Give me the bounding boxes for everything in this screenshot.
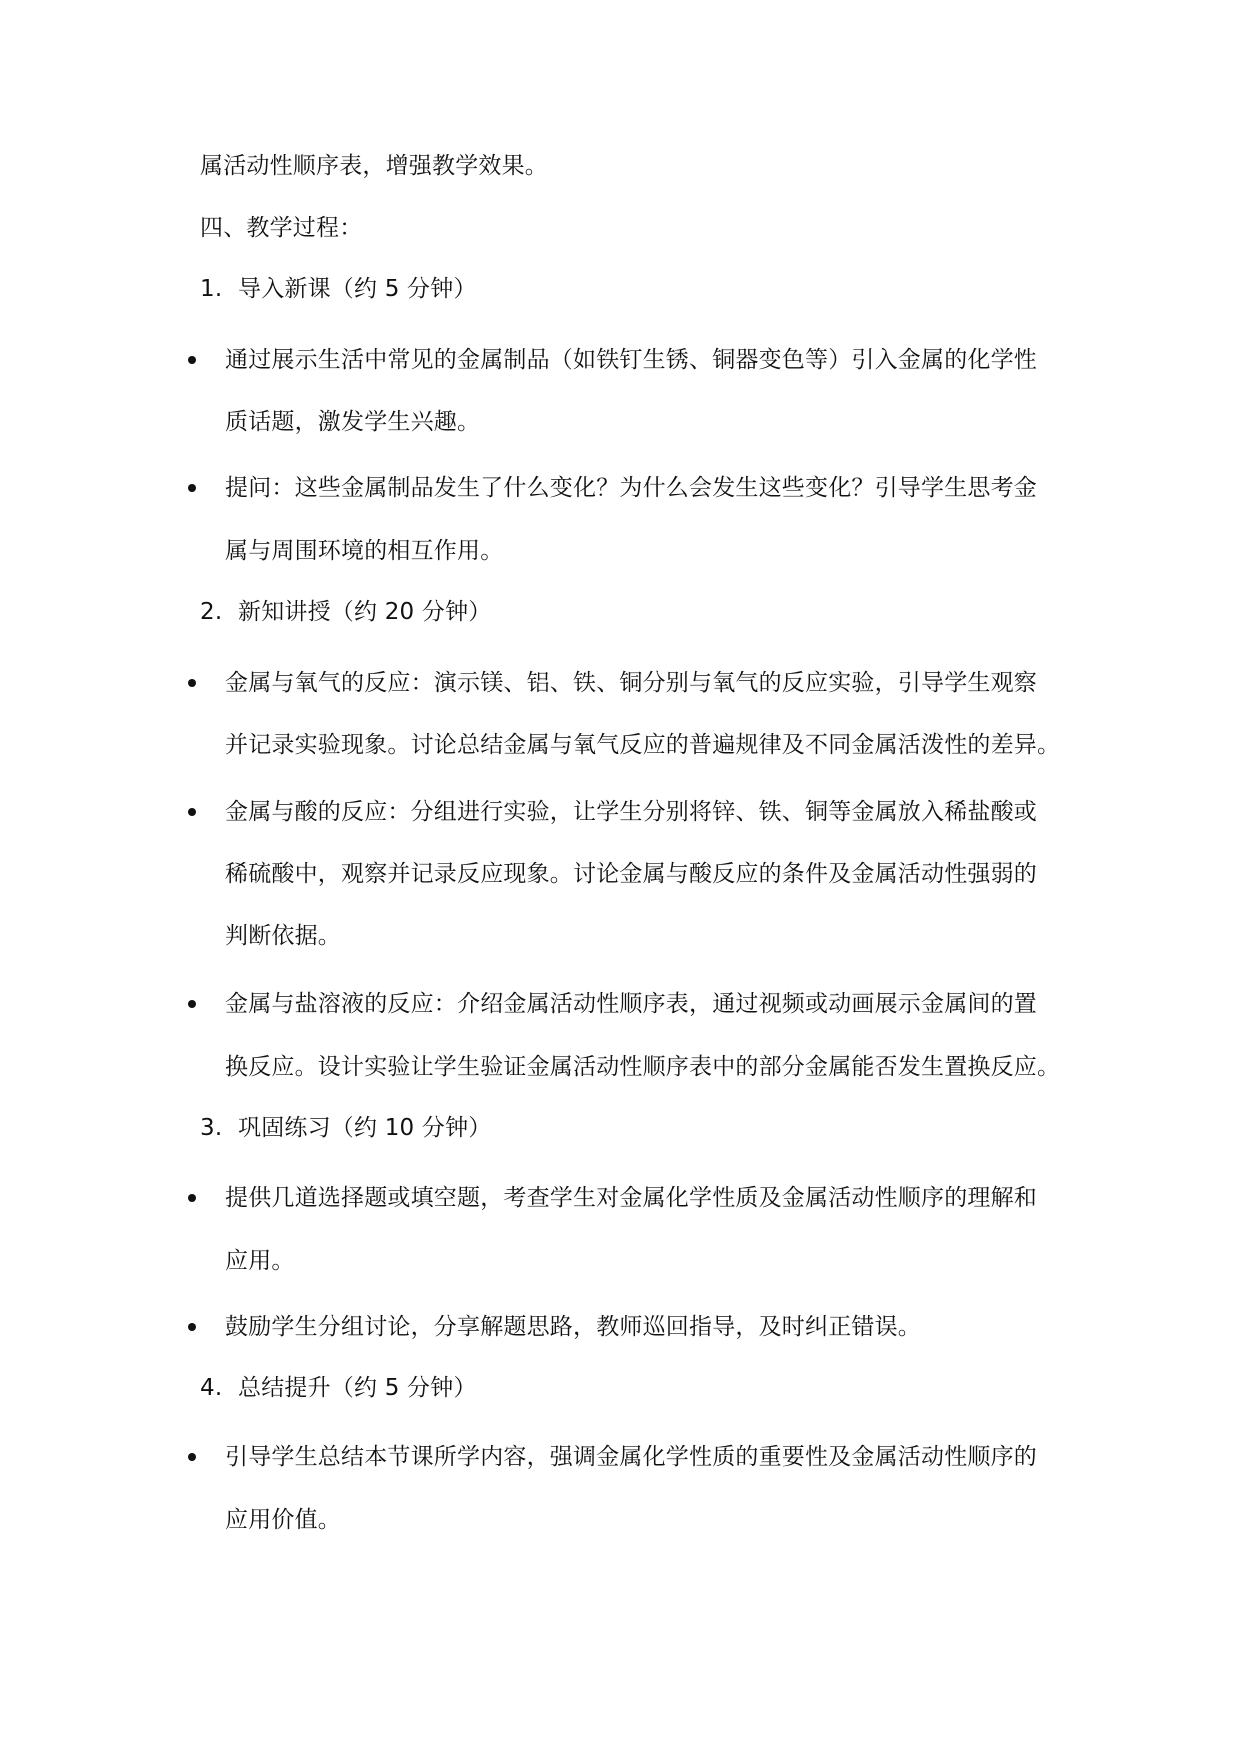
- list-item-line: 引导学生总结本节课所学内容，强调金属化学性质的重要性及金属活动性顺序的: [225, 1444, 1037, 1470]
- step-heading-2: [200, 596, 492, 628]
- intro-continuation: 属活动性顺序表，增强教学效果。: [200, 153, 548, 179]
- list-item-line: 判断依据。: [225, 923, 341, 949]
- bullet-icon: [188, 1194, 196, 1202]
- list-item-line: 应用。: [225, 1248, 295, 1274]
- list-item-line: 金属与酸的反应：分组进行实验，让学生分别将锌、铁、铜等金属放入稀盐酸或: [225, 799, 1037, 825]
- step-title: 总结提升（约 5 分钟）: [238, 1375, 477, 1401]
- section-heading: 四、教学过程：: [200, 215, 363, 241]
- step-title: 巩固练习（约 10 分钟）: [238, 1115, 492, 1141]
- step-number: 3.: [200, 1115, 223, 1141]
- list-item-line: 提问：这些金属制品发生了什么变化？为什么会发生这些变化？引导学生思考金: [225, 475, 1037, 501]
- step-number: 1.: [200, 276, 223, 302]
- bullet-icon: [188, 356, 196, 364]
- step-number: 4.: [200, 1375, 223, 1401]
- list-item-line: 并记录实验现象。讨论总结金属与氧气反应的普遍规律及不同金属活泼性的差异。: [225, 732, 1061, 758]
- step-heading-4: [200, 1372, 477, 1404]
- list-item-line: 换反应。设计实验让学生验证金属活动性顺序表中的部分金属能否发生置换反应。: [225, 1054, 1061, 1080]
- list-item-line: 金属与氧气的反应：演示镁、铝、铁、铜分别与氧气的反应实验，引导学生观察: [225, 670, 1037, 696]
- step-heading-1: [200, 273, 477, 305]
- list-item-line: 提供几道选择题或填空题，考查学生对金属化学性质及金属活动性顺序的理解和: [225, 1185, 1037, 1211]
- step-title: 新知讲授（约 20 分钟）: [238, 599, 492, 625]
- list-item-line: 质话题，激发学生兴趣。: [225, 409, 481, 435]
- bullet-icon: [188, 679, 196, 687]
- list-item-line: 稀硫酸中，观察并记录反应现象。讨论金属与酸反应的条件及金属活动性强弱的: [225, 861, 1037, 887]
- step-number: 2.: [200, 599, 223, 625]
- list-item-line: 通过展示生活中常见的金属制品（如铁钉生锈、铜器变色等）引入金属的化学性: [225, 347, 1037, 373]
- bullet-icon: [188, 808, 196, 816]
- bullet-icon: [188, 1453, 196, 1461]
- list-item-line: 应用价值。: [225, 1507, 341, 1533]
- list-item-line: 属与周围环境的相互作用。: [225, 538, 504, 564]
- step-title: 导入新课（约 5 分钟）: [238, 276, 477, 302]
- list-item-line: 金属与盐溶液的反应：介绍金属活动性顺序表，通过视频或动画展示金属间的置: [225, 991, 1037, 1017]
- bullet-icon: [188, 484, 196, 492]
- step-heading-3: [200, 1112, 492, 1144]
- list-item-line: 鼓励学生分组讨论，分享解题思路，教师巡回指导，及时纠正错误。: [225, 1314, 921, 1340]
- bullet-icon: [188, 1000, 196, 1008]
- bullet-icon: [188, 1323, 196, 1331]
